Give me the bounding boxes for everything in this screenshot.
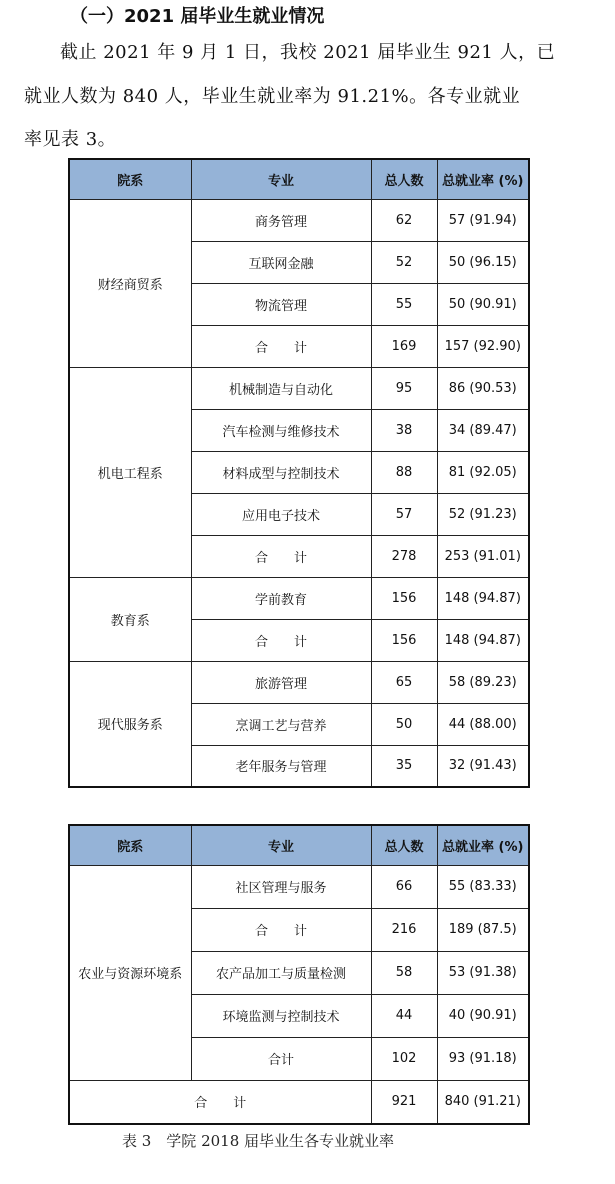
major-cell: 汽车检测与维修技术 <box>191 409 371 451</box>
rate-cell: 86 (90.53) <box>437 367 529 409</box>
dept-cell: 现代服务系 <box>69 661 191 787</box>
major-cell: 互联网金融 <box>191 241 371 283</box>
major-cell: 物流管理 <box>191 283 371 325</box>
rate-cell: 81 (92.05) <box>437 451 529 493</box>
major-cell: 老年服务与管理 <box>191 745 371 787</box>
total-cell: 52 <box>371 241 437 283</box>
table-row <box>69 865 529 908</box>
rate-cell: 157 (92.90) <box>437 325 529 367</box>
subtotal-label: 合 计 <box>191 619 371 661</box>
subtotal-label: 合 计 <box>191 535 371 577</box>
major-cell: 学前教育 <box>191 577 371 619</box>
rate-cell: 57 (91.94) <box>437 199 529 241</box>
total-cell: 66 <box>371 865 437 908</box>
total-cell: 156 <box>371 619 437 661</box>
major-cell: 旅游管理 <box>191 661 371 703</box>
grand-total-rate: 840 (91.21) <box>437 1080 529 1124</box>
table-row <box>69 661 529 703</box>
total-cell: 55 <box>371 283 437 325</box>
header-major: 专业 <box>191 825 371 865</box>
rate-cell: 40 (90.91) <box>437 994 529 1037</box>
header-total: 总人数 <box>371 159 437 199</box>
total-cell: 156 <box>371 577 437 619</box>
rate-cell: 34 (89.47) <box>437 409 529 451</box>
table-row <box>69 199 529 241</box>
total-cell: 278 <box>371 535 437 577</box>
major-cell: 商务管理 <box>191 199 371 241</box>
major-cell: 材料成型与控制技术 <box>191 451 371 493</box>
major-cell: 机械制造与自动化 <box>191 367 371 409</box>
grand-total-row <box>69 1080 529 1124</box>
dept-cell: 教育系 <box>69 577 191 661</box>
dept-cell: 财经商贸系 <box>69 199 191 367</box>
total-cell: 58 <box>371 951 437 994</box>
major-cell: 农产品加工与质量检测 <box>191 951 371 994</box>
total-cell: 95 <box>371 367 437 409</box>
major-cell: 环境监测与控制技术 <box>191 994 371 1037</box>
table-caption: 表 3 学院 2018 届毕业生各专业就业率 <box>122 1132 395 1150</box>
rate-cell: 32 (91.43) <box>437 745 529 787</box>
paragraph-line-1: 截止 2021 年 9 月 1 日，我校 2021 届毕业生 921 人，已 <box>60 42 556 63</box>
rate-cell: 50 (90.91) <box>437 283 529 325</box>
paragraph-line-2: 就业人数为 840 人，毕业生就业率为 91.21%。各专业就业 <box>24 86 521 107</box>
employment-table-2 <box>68 824 530 1125</box>
rate-cell: 53 (91.38) <box>437 951 529 994</box>
total-cell: 65 <box>371 661 437 703</box>
rate-cell: 55 (83.33) <box>437 865 529 908</box>
section-heading: （一）2021 届毕业生就业情况 <box>70 6 325 27</box>
dept-cell: 农业与资源环境系 <box>69 865 191 1080</box>
rate-cell: 58 (89.23) <box>437 661 529 703</box>
rate-cell: 189 (87.5) <box>437 908 529 951</box>
major-cell: 烹调工艺与营养 <box>191 703 371 745</box>
rate-cell: 93 (91.18) <box>437 1037 529 1080</box>
total-cell: 88 <box>371 451 437 493</box>
rate-cell: 148 (94.87) <box>437 577 529 619</box>
grand-total-count: 921 <box>371 1080 437 1124</box>
subtotal-label: 合 计 <box>191 325 371 367</box>
rate-cell: 44 (88.00) <box>437 703 529 745</box>
grand-total-label: 合 计 <box>69 1080 371 1124</box>
major-cell: 社区管理与服务 <box>191 865 371 908</box>
total-cell: 216 <box>371 908 437 951</box>
header-rate: 总就业率 (%) <box>437 825 529 865</box>
rate-cell: 50 (96.15) <box>437 241 529 283</box>
total-cell: 169 <box>371 325 437 367</box>
major-cell: 应用电子技术 <box>191 493 371 535</box>
subtotal-label: 合计 <box>191 1037 371 1080</box>
table-row <box>69 367 529 409</box>
total-cell: 50 <box>371 703 437 745</box>
header-dept: 院系 <box>69 159 191 199</box>
rate-cell: 148 (94.87) <box>437 619 529 661</box>
header-total: 总人数 <box>371 825 437 865</box>
header-major: 专业 <box>191 159 371 199</box>
paragraph-line-3: 率见表 3。 <box>24 129 117 150</box>
rate-cell: 52 (91.23) <box>437 493 529 535</box>
employment-table-1 <box>68 158 530 788</box>
total-cell: 102 <box>371 1037 437 1080</box>
header-rate: 总就业率 (%) <box>437 159 529 199</box>
total-cell: 38 <box>371 409 437 451</box>
dept-cell: 机电工程系 <box>69 367 191 577</box>
total-cell: 35 <box>371 745 437 787</box>
rate-cell: 253 (91.01) <box>437 535 529 577</box>
total-cell: 62 <box>371 199 437 241</box>
subtotal-label: 合 计 <box>191 908 371 951</box>
header-dept: 院系 <box>69 825 191 865</box>
table-row <box>69 577 529 619</box>
total-cell: 44 <box>371 994 437 1037</box>
total-cell: 57 <box>371 493 437 535</box>
